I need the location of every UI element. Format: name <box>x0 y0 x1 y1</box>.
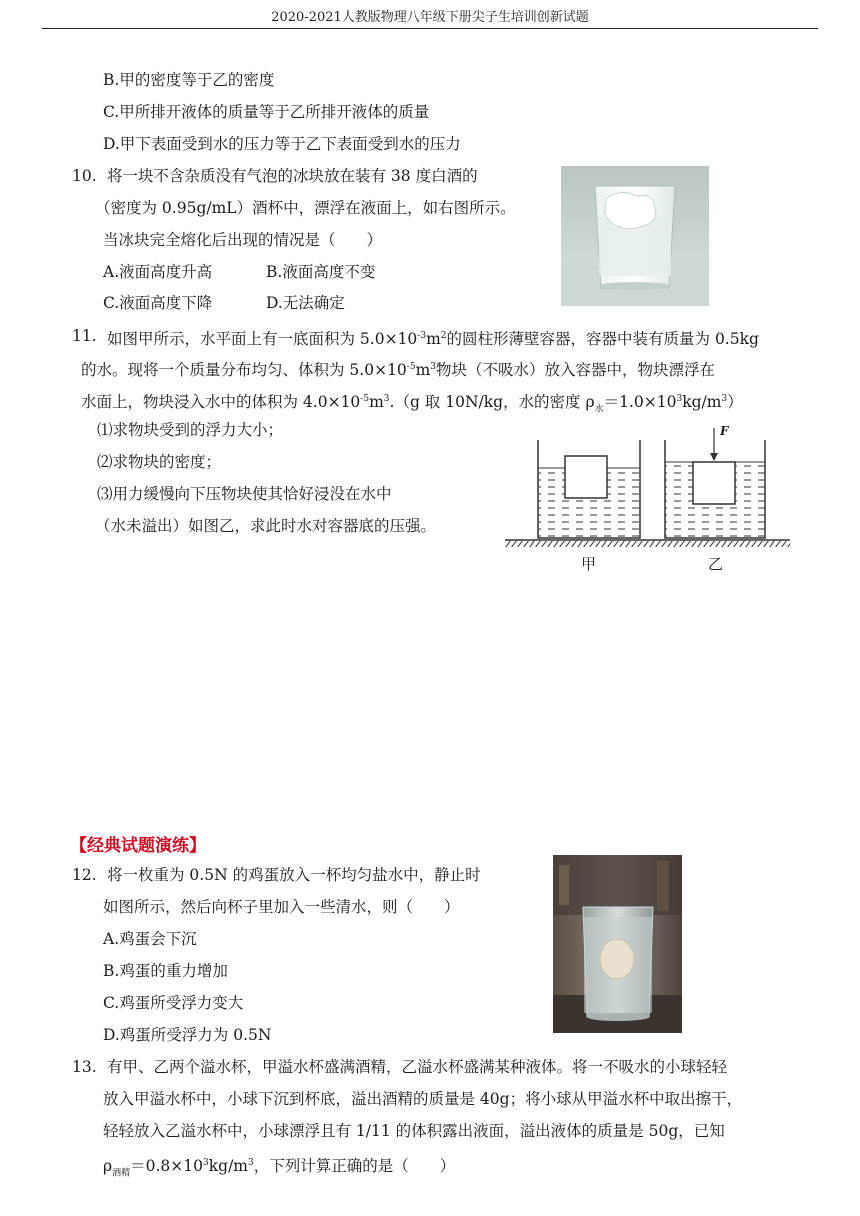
q10-option-b: B.液面高度不变 <box>266 263 376 281</box>
q11-part3: ⑶用力缓慢向下压物块使其恰好浸没在水中 <box>97 485 392 503</box>
q13-stem-line1: 有甲、乙两个溢水杯，甲溢水杯盛满酒精，乙溢水杯盛满某种液体。将一不吸水的小球轻轻 <box>107 1058 728 1076</box>
q11-stem-line3: 水面上，物块浸入水中的体积为 $4.0\times 10^{-5}m^3.(g$ 取 10N/kg，水的密度 $\rho_水=1.0\times 10^3kg/m^3$） <box>81 393 743 415</box>
q10-option-a: A.液面高度升高 <box>103 263 213 281</box>
force-label: F <box>720 424 729 438</box>
q9-option-c: C.甲所排开液体的质量等于乙所排开液体的质量 <box>103 103 430 121</box>
q11-stem-line1: 如图甲所示，水平面上有一底面积为 $5.0\times 10^{-3}m^2$的圆柱形薄壁容器，容器中装有质量为 0.5kg <box>107 330 759 349</box>
q11-part3-cont: （水未溢出）如图乙，求此时水对容器底的压强。 <box>95 517 437 535</box>
q10-number: 10. <box>72 167 97 185</box>
q10-stem-line1: 将一块不含杂质没有气泡的冰块放在装有 38 度白酒的 <box>107 167 478 185</box>
figure-label-jia: 甲 <box>581 555 597 573</box>
q12-number: 12. <box>72 866 97 884</box>
q13-stem-line2: 放入甲溢水杯中，小球下沉到杯底，溢出酒精的质量是 40g；将小球从甲溢水杯中取出擦干， <box>103 1090 743 1108</box>
q12-stem-line2: 如图所示，然后向杯子里加入一些清水，则（ ） <box>103 898 460 916</box>
figure-label-yi: 乙 <box>708 555 724 573</box>
q10-option-c: C.液面高度下降 <box>103 294 213 312</box>
q12-stem-line1: 将一枚重为 0.5N 的鸡蛋放入一杯均匀盐水中，静止时 <box>107 866 481 884</box>
q13-stem-line3: 轻轻放入乙溢水杯中，小球漂浮且有 1/11 的体积露出液面，溢出液体的质量是 50g，已知 <box>103 1122 725 1140</box>
section-title: 【经典试题演练】 <box>70 836 206 856</box>
q9-option-b: B.甲的密度等于乙的密度 <box>103 71 275 89</box>
container-jia <box>538 440 640 538</box>
q11-part2: ⑵求物块的密度； <box>97 453 222 471</box>
q12-option-b: B.鸡蛋的重力增加 <box>103 962 228 980</box>
q12-option-a: A.鸡蛋会下沉 <box>103 930 197 948</box>
q12-option-d: D.鸡蛋所受浮力为 0.5N <box>103 1026 272 1044</box>
q9-option-d: D.甲下表面受到水的压力等于乙下表面受到水的压力 <box>103 135 461 153</box>
q10-option-d: D.无法确定 <box>266 294 345 312</box>
q12-option-c: C.鸡蛋所受浮力变大 <box>103 994 244 1012</box>
page-header: 2020-2021人教版物理八年级下册尖子生培训创新试题 <box>271 10 589 25</box>
q11-stem-line2: 的水。现将一个质量分布均匀、体积为 $5.0\times 10^{-5}m^3$物块（不吸水）放入容器中，物块漂浮在 <box>81 361 716 380</box>
q13-stem-line4: $\rho_{酒精}=0.8\times 10^3kg/m^3$，下列计算正确的是（ ） <box>103 1157 456 1179</box>
ice-glass-photo <box>561 166 709 306</box>
container-yi <box>665 428 765 538</box>
container-diagram <box>505 420 790 580</box>
egg-glass-photo <box>553 855 682 1033</box>
q13-number: 13. <box>72 1058 97 1076</box>
q10-stem-line3: 当冰块完全熔化后出现的情况是（ ） <box>103 231 383 249</box>
header-rule <box>42 28 818 29</box>
q10-stem-line2: （密度为 0.95g/mL）酒杯中，漂浮在液面上，如右图所示。 <box>95 199 516 217</box>
q11-part1: ⑴求物块受到的浮力大小； <box>97 421 284 439</box>
q11-number: 11. <box>72 327 97 345</box>
